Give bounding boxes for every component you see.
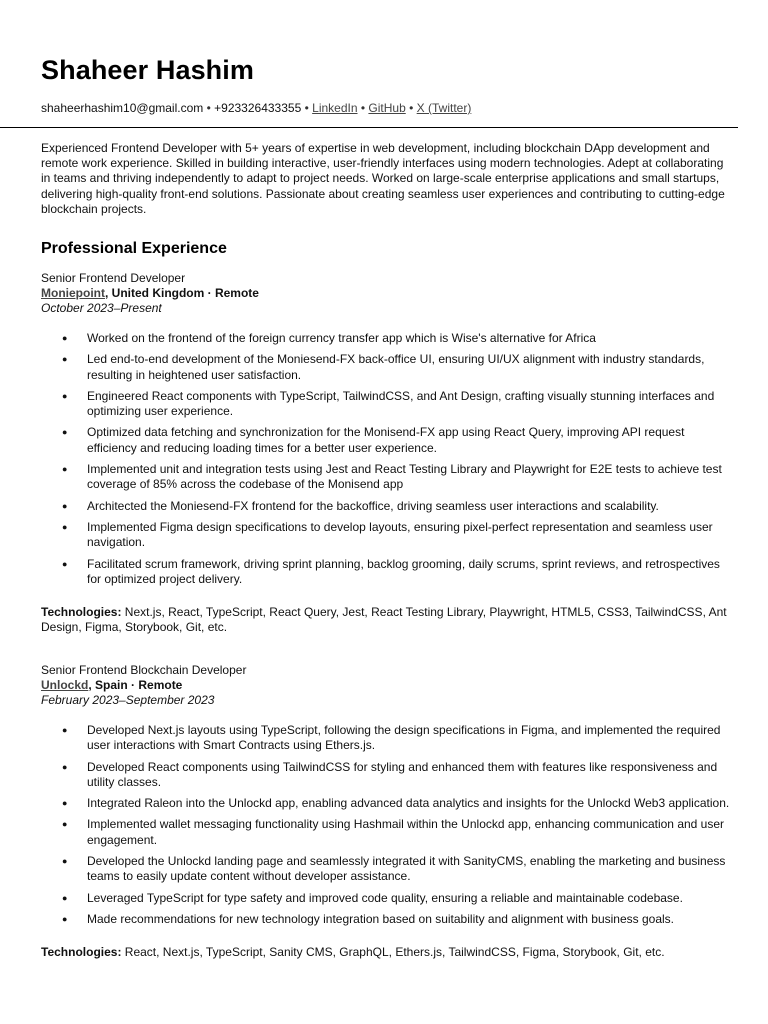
- job-location: , Spain · Remote: [88, 678, 183, 692]
- job-bullet: ● Architected the Moniesend-FX frontend for the backoffice, driving seamless user interactions and scalability.: [41, 499, 736, 514]
- job-bullet: ● Made recommendations for new technology integration based on suitability and alignment with business goals.: [41, 912, 736, 927]
- contact-line: [41, 101, 471, 115]
- job-bullet: ● Optimized data fetching and synchronization for the Monisend-FX app using React Query, improving API request efficiency and reducing loading times for a better user experience.: [41, 425, 736, 456]
- job-dates: February 2023–September 2023: [41, 693, 215, 707]
- job-dates: October 2023–Present: [41, 301, 162, 315]
- contact-separator: •: [409, 101, 414, 115]
- technologies-label: Technologies:: [41, 605, 122, 620]
- job-bullet: ● Worked on the frontend of the foreign currency transfer app which is Wise's alternative for Africa: [41, 331, 736, 346]
- technologies-list: React, Next.js, TypeScript, Sanity CMS, GraphQL, Ethers.js, TailwindCSS, Figma, Storybook, Git, etc.: [121, 945, 665, 960]
- job-bullet: ● Facilitated scrum framework, driving sprint planning, backlog grooming, daily scrums, sprint reviews, and retrospectives for optimized project delivery.: [41, 557, 736, 588]
- job-company-line: [41, 286, 736, 301]
- job-entry-moniepoint: [41, 271, 736, 636]
- job-bullet: ● Led end-to-end development of the Moniesend-FX back-office UI, ensuring UI/UX alignment with industry standards, resulting in heightened user satisfaction.: [41, 352, 736, 383]
- job-location: , United Kingdom · Remote: [104, 286, 259, 300]
- github-link[interactable]: GitHub: [368, 101, 406, 115]
- company-link-unlockd[interactable]: Unlockd: [41, 678, 89, 692]
- job-bullet: ● Developed the Unlockd landing page and seamlessly integrated it with SanityCMS, enabling the marketing and business teams to easily update content without developer assistance.: [41, 854, 736, 885]
- job-bullet: ● Developed React components using TailwindCSS for styling and enhanced them with features like responsiveness and utility classes.: [41, 760, 736, 791]
- header-divider: [0, 127, 738, 128]
- job-bullet: ● Leveraged TypeScript for type safety and improved code quality, ensuring a reliable and maintainable codebase.: [41, 891, 736, 906]
- section-title-experience: Professional Experience: [41, 240, 227, 257]
- job-bullet: ● Implemented wallet messaging functionality using Hashmail within the Unlockd app, enhancing communication and user engagement.: [41, 817, 736, 848]
- company-link-moniepoint[interactable]: Moniepoint: [41, 286, 105, 300]
- phone-text: +923326433355: [214, 101, 302, 115]
- job-bullets: [41, 331, 736, 587]
- job-bullet: ● Integrated Raleon into the Unlockd app, enabling advanced data analytics and insights for the Unlockd Web3 application.: [41, 796, 736, 811]
- job-company-line: [41, 678, 736, 693]
- candidate-name: Shaheer Hashim: [41, 55, 254, 85]
- technologies-label: Technologies:: [41, 945, 122, 960]
- job-entry-unlockd: [41, 663, 736, 961]
- job-technologies: [41, 605, 736, 636]
- job-technologies: [41, 945, 736, 960]
- job-bullet: ● Implemented unit and integration tests using Jest and React Testing Library and Playwright for E2E tests to achieve test coverage of 85% across the codebase of the Monisend app: [41, 462, 736, 493]
- technologies-list: Next.js, React, TypeScript, React Query, Jest, React Testing Library, Playwright, HTML5, CSS3, TailwindCSS, Ant Design, Figma, Storybook, Git, etc.: [41, 605, 727, 635]
- linkedin-link[interactable]: LinkedIn: [312, 101, 358, 115]
- job-bullet: ● Developed Next.js layouts using TypeScript, following the design specifications in Figma, and implemented the required user interactions with Smart Contracts using Ethers.js.: [41, 723, 736, 754]
- contact-separator: •: [206, 101, 211, 115]
- profile-summary: Experienced Frontend Developer with 5+ years of expertise in web development, including blockchain DApp development and remote work experience. Skilled in building interactive, user-friendly interfaces using modern technologies. Adept at collaborating in teams and thriving independently to adapt to project needs. Worked on large-scale enterprise applications and small startups, delivering high-quality front-end solutions. Passionate about creating seamless user experiences and contributing to cutting-edge blockchain projects.: [41, 141, 725, 216]
- contact-separator: •: [360, 101, 366, 115]
- job-bullet: ● Implemented Figma design specifications to develop layouts, ensuring pixel-perfect representation and seamless user navigation.: [41, 520, 736, 551]
- email-text: shaheerhashim10@gmail.com: [41, 101, 204, 115]
- job-bullet: ● Engineered React components with TypeScript, TailwindCSS, and Ant Design, crafting visually stunning interfaces and optimizing user experience.: [41, 389, 736, 420]
- twitter-link[interactable]: X (Twitter): [416, 101, 472, 115]
- contact-separator: •: [304, 101, 309, 115]
- job-bullets: [41, 723, 736, 927]
- job-role: Senior Frontend Developer: [41, 271, 186, 285]
- job-role: Senior Frontend Blockchain Developer: [41, 663, 247, 677]
